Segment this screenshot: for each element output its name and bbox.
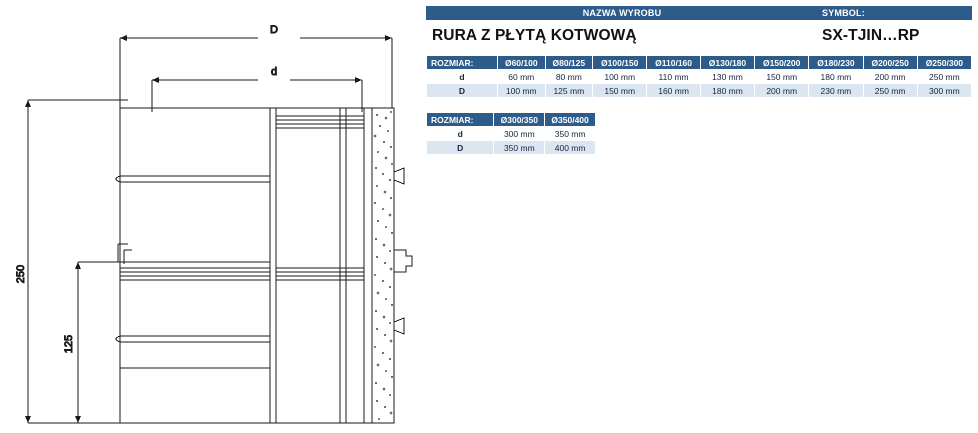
- size-column-header: Ø300/350: [494, 113, 545, 127]
- table-cell: 180 mm: [809, 70, 863, 84]
- table-header-row: [427, 56, 972, 70]
- dimension-d-label: d: [271, 66, 278, 78]
- table-cell: 160 mm: [647, 84, 701, 98]
- table-cell: 400 mm: [545, 141, 596, 155]
- table-cell: 250 mm: [863, 84, 917, 98]
- dimension-d: [152, 77, 362, 112]
- table-row: [427, 70, 972, 84]
- dimension-125-label: 125: [63, 334, 75, 354]
- table-cell: 100 mm: [498, 84, 546, 98]
- size-table-primary: [426, 55, 972, 98]
- size-column-header: Ø60/100: [498, 56, 546, 70]
- table-cell: 60 mm: [498, 70, 546, 84]
- product-data-panel: [426, 6, 972, 155]
- table-cell: 350 mm: [494, 141, 545, 155]
- outer-casing: [120, 108, 372, 423]
- size-header-label: ROZMIAR:: [427, 113, 494, 127]
- seal-band: [276, 268, 364, 280]
- table-cell: 80 mm: [545, 70, 593, 84]
- casing-sections: [120, 176, 270, 368]
- product-title-row: [426, 20, 972, 55]
- size-header-label: ROZMIAR:: [427, 56, 498, 70]
- table-cell: 110 mm: [647, 70, 701, 84]
- technical-drawing: [0, 0, 420, 433]
- row-label: D: [427, 84, 498, 98]
- drawing-canvas: [0, 0, 420, 433]
- panel-header: [426, 6, 972, 20]
- table-cell: 150 mm: [755, 70, 809, 84]
- size-table-secondary: [426, 112, 596, 155]
- table-cell: 130 mm: [700, 70, 754, 84]
- inner-pipe: [270, 108, 372, 423]
- size-column-header: Ø180/230: [809, 56, 863, 70]
- insulation-column: [372, 108, 394, 423]
- size-column-header: Ø150/200: [755, 56, 809, 70]
- table-cell: 180 mm: [700, 84, 754, 98]
- product-symbol: SX-TJIN…RP: [822, 27, 920, 44]
- size-column-header: Ø250/300: [917, 56, 971, 70]
- table-cell: 100 mm: [593, 70, 647, 84]
- size-column-header: Ø350/400: [545, 113, 596, 127]
- product-name: RURA Z PŁYTĄ KOTWOWĄ: [432, 27, 637, 44]
- size-column-header: Ø100/150: [593, 56, 647, 70]
- table-cell: 350 mm: [545, 127, 596, 141]
- spigot-detail: [276, 116, 364, 128]
- table-cell: 200 mm: [863, 70, 917, 84]
- size-column-header: Ø200/250: [863, 56, 917, 70]
- dimension-D: [120, 35, 392, 108]
- size-column-header: Ø110/160: [647, 56, 701, 70]
- row-label: D: [427, 141, 494, 155]
- row-label: d: [427, 127, 494, 141]
- table-cell: 300 mm: [917, 84, 971, 98]
- header-symbol-label: SYMBOL:: [822, 8, 865, 18]
- size-column-header: Ø130/180: [700, 56, 754, 70]
- table-header-row: [427, 113, 596, 127]
- table-cell: 300 mm: [494, 127, 545, 141]
- table-row: [427, 141, 596, 155]
- anchor-plate-tabs: [394, 168, 412, 334]
- size-column-header: Ø80/125: [545, 56, 593, 70]
- table-cell: 230 mm: [809, 84, 863, 98]
- table-row: [427, 127, 596, 141]
- table-row: [427, 84, 972, 98]
- table-cell: 250 mm: [917, 70, 971, 84]
- row-label: d: [427, 70, 498, 84]
- table-cell: 200 mm: [755, 84, 809, 98]
- table-cell: 125 mm: [545, 84, 593, 98]
- dimension-250-label: 250: [15, 264, 27, 284]
- dimension-D-label: D: [270, 24, 278, 36]
- header-name-label: NAZWA WYROBU: [582, 8, 662, 18]
- table-cell: 150 mm: [593, 84, 647, 98]
